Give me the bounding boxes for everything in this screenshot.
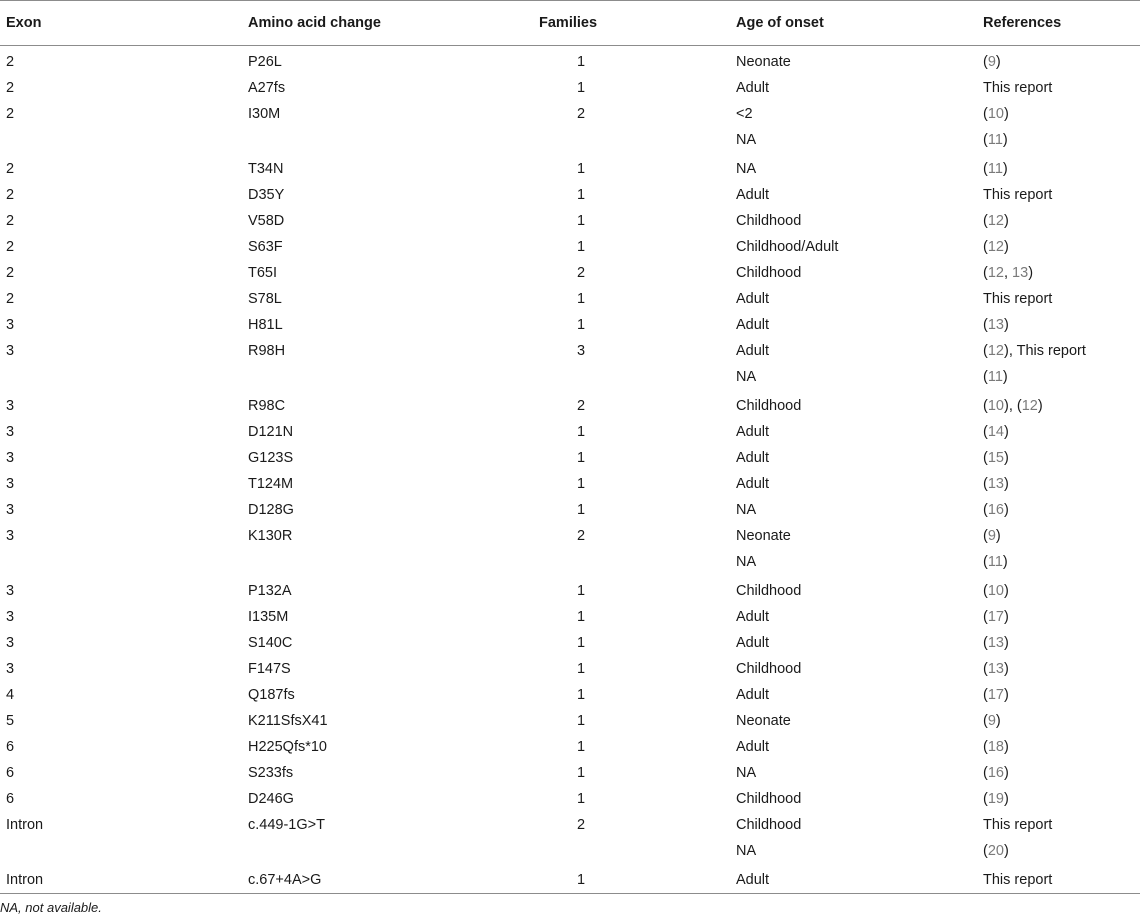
reference-text: ) [1028, 265, 1034, 281]
cell-age-of-onset [736, 523, 791, 575]
cell-amino-acid-change: H225Qfs*10 [248, 739, 327, 755]
reference-text: ( [983, 132, 988, 148]
cell-exon: 2 [6, 187, 15, 203]
reference-number: 16 [987, 765, 1004, 781]
table-row [0, 574, 1140, 600]
reference-text: ) [1003, 843, 1009, 859]
reference-text: ( [983, 609, 988, 625]
reference-line [983, 523, 1008, 549]
table-row [0, 152, 1140, 178]
age-line: Childhood [736, 583, 802, 599]
table-row [0, 808, 1140, 863]
reference-text: ) [1003, 583, 1009, 599]
cell-amino-acid-change: K211SfsX41 [248, 713, 328, 729]
age-line: Adult [736, 635, 770, 651]
reference-number: 16 [987, 502, 1004, 518]
reference-number: 10 [987, 106, 1004, 122]
age-line: NA [736, 843, 757, 859]
age-line: Neonate [736, 528, 791, 544]
cell-families: 3 [576, 343, 586, 359]
table-row [0, 230, 1140, 256]
reference-text: ( [983, 106, 988, 122]
table-body [0, 45, 1140, 889]
age-line: NA [736, 502, 757, 518]
reference-text: ) [995, 54, 1001, 70]
cell-amino-acid-change: D246G [248, 791, 294, 807]
age-line: Neonate [736, 713, 791, 729]
reference-number: 11 [987, 161, 1003, 177]
cell-exon: Intron [6, 872, 44, 888]
reference-text: ( [983, 161, 988, 177]
cell-amino-acid-change: D128G [248, 502, 294, 518]
age-line: Adult [736, 609, 770, 625]
cell-families: 1 [576, 765, 586, 781]
table-row [0, 282, 1140, 308]
cell-families: 1 [576, 161, 586, 177]
header-references: References [983, 15, 1062, 31]
table-row [0, 756, 1140, 782]
reference-text: ( [983, 265, 988, 281]
cell-references [983, 812, 1052, 864]
reference-text: ( [983, 765, 988, 781]
reference-text: ( [983, 713, 988, 729]
reference-number: 12 [987, 239, 1004, 255]
reference-text: ) [1003, 213, 1009, 229]
reference-text: ( [983, 843, 988, 859]
table-row [0, 178, 1140, 204]
cell-exon: 4 [6, 687, 15, 703]
table-row [0, 519, 1140, 574]
cell-families: 2 [576, 106, 586, 122]
reference-text: ), ( [1003, 398, 1022, 414]
cell-exon: 3 [6, 528, 15, 544]
cell-amino-acid-change: P132A [248, 583, 292, 599]
cell-exon: 3 [6, 583, 15, 599]
cell-exon: 2 [6, 291, 15, 307]
age-line: Childhood [736, 817, 802, 833]
age-line: NA [736, 161, 757, 177]
cell-families: 1 [576, 635, 586, 651]
table-row [0, 441, 1140, 467]
reference-line [983, 338, 1086, 364]
cell-amino-acid-change: Q187fs [248, 687, 295, 703]
cell-exon: 6 [6, 765, 15, 781]
cell-amino-acid-change: I30M [248, 106, 281, 122]
reference-number: 10 [987, 583, 1004, 599]
reference-number: 10 [987, 398, 1004, 414]
cell-exon: 5 [6, 713, 15, 729]
reference-number: 9 [987, 528, 996, 544]
age-line: Adult [736, 476, 770, 492]
reference-text: This report [983, 291, 1053, 307]
reference-number: 17 [987, 687, 1004, 703]
cell-amino-acid-change: S140C [248, 635, 293, 651]
reference-text: ( [983, 528, 988, 544]
reference-line [983, 127, 1009, 153]
reference-text: ) [1003, 635, 1009, 651]
cell-amino-acid-change: I135M [248, 609, 289, 625]
cell-exon: 2 [6, 161, 15, 177]
age-line: Childhood [736, 265, 802, 281]
age-line: NA [736, 132, 757, 148]
reference-text: ) [1003, 106, 1009, 122]
age-line: Adult [736, 450, 770, 466]
reference-number: 9 [987, 713, 996, 729]
cell-exon: 3 [6, 424, 15, 440]
age-line: Childhood/Adult [736, 239, 839, 255]
reference-text: ) [1003, 317, 1009, 333]
age-line: Adult [736, 343, 770, 359]
cell-amino-acid-change: R98C [248, 398, 286, 414]
cell-amino-acid-change: G123S [248, 450, 294, 466]
table-row [0, 863, 1140, 889]
cell-families: 1 [576, 291, 586, 307]
cell-families: 1 [576, 739, 586, 755]
header-amino-acid-change: Amino acid change [248, 15, 381, 31]
reference-text: ) [1003, 739, 1009, 755]
cell-exon: 3 [6, 450, 15, 466]
table-row [0, 600, 1140, 626]
cell-exon: 3 [6, 317, 15, 333]
reference-text: ( [983, 54, 988, 70]
cell-amino-acid-change: c.67+4A>G [248, 872, 322, 888]
cell-exon: 2 [6, 54, 15, 70]
cell-families: 1 [576, 187, 586, 203]
reference-number: 20 [987, 843, 1004, 859]
age-line: <2 [736, 106, 753, 122]
reference-text: ( [983, 791, 988, 807]
cell-amino-acid-change: D35Y [248, 187, 285, 203]
cell-exon: 3 [6, 635, 15, 651]
reference-text: ) [1002, 161, 1008, 177]
reference-line [983, 101, 1009, 127]
cell-families: 1 [576, 476, 586, 492]
cell-age-of-onset [736, 101, 756, 153]
reference-text: ) [995, 528, 1001, 544]
cell-families: 1 [576, 239, 586, 255]
cell-amino-acid-change: A27fs [248, 80, 286, 96]
reference-number: 12 [987, 213, 1004, 229]
reference-text: ( [983, 343, 988, 359]
reference-number: 11 [987, 369, 1003, 385]
cell-families: 2 [576, 817, 586, 833]
reference-text: ( [983, 739, 988, 755]
reference-text: ) [1003, 791, 1009, 807]
reference-number: 11 [987, 132, 1003, 148]
cell-families: 1 [576, 872, 586, 888]
reference-text: ) [1002, 554, 1008, 570]
age-line: Adult [736, 424, 770, 440]
cell-exon: 2 [6, 80, 15, 96]
reference-text: ( [983, 687, 988, 703]
cell-exon: 2 [6, 265, 15, 281]
reference-text: This report [983, 817, 1053, 833]
cell-families: 2 [576, 398, 586, 414]
table-row [0, 97, 1140, 152]
table-row [0, 204, 1140, 230]
cell-exon: 3 [6, 476, 15, 492]
cell-families: 1 [576, 317, 586, 333]
reference-text: ) [1003, 502, 1009, 518]
reference-text: This report [983, 187, 1053, 203]
cell-exon: 2 [6, 106, 15, 122]
reference-text: ) [1003, 476, 1009, 492]
age-line: Adult [736, 317, 770, 333]
table-row [0, 45, 1140, 71]
cell-exon: 2 [6, 213, 15, 229]
reference-text: ) [1037, 398, 1043, 414]
reference-text: ) [1003, 609, 1009, 625]
cell-amino-acid-change: P26L [248, 54, 282, 70]
cell-age-of-onset [736, 812, 801, 864]
reference-number: 17 [987, 609, 1004, 625]
reference-text: This report [983, 872, 1053, 888]
cell-amino-acid-change: R98H [248, 343, 286, 359]
age-line: Childhood [736, 398, 802, 414]
cell-amino-acid-change: T34N [248, 161, 284, 177]
table-row [0, 730, 1140, 756]
cell-exon: 3 [6, 609, 15, 625]
reference-text: ( [983, 661, 988, 677]
reference-text: ) [1002, 132, 1008, 148]
cell-exon: 6 [6, 739, 15, 755]
cell-families: 2 [576, 265, 586, 281]
reference-text: ( [983, 369, 988, 385]
cell-amino-acid-change: S78L [248, 291, 282, 307]
reference-number: 19 [987, 791, 1004, 807]
age-line: Adult [736, 291, 770, 307]
reference-text: ) [1003, 424, 1009, 440]
reference-number: 18 [987, 739, 1004, 755]
cell-references [983, 101, 1009, 153]
reference-text: ) [995, 713, 1001, 729]
table-row [0, 334, 1140, 389]
cell-exon: Intron [6, 817, 44, 833]
table-row [0, 71, 1140, 97]
table-row [0, 678, 1140, 704]
reference-text: ) [1003, 765, 1009, 781]
reference-number: 11 [987, 554, 1003, 570]
cell-amino-acid-change: H81L [248, 317, 283, 333]
cell-amino-acid-change: K130R [248, 528, 293, 544]
reference-number: 9 [987, 54, 996, 70]
cell-families: 2 [576, 528, 586, 544]
reference-line [983, 549, 1008, 575]
reference-text: ( [983, 583, 988, 599]
cell-families: 1 [576, 424, 586, 440]
table-footnote: NA, not available. [0, 900, 102, 915]
table-row [0, 493, 1140, 519]
table-row [0, 652, 1140, 678]
cell-references [983, 867, 1052, 893]
table-row [0, 467, 1140, 493]
table-row [0, 256, 1140, 282]
header-age-of-onset: Age of onset [736, 15, 824, 31]
reference-text: This report [983, 80, 1053, 96]
reference-text: ) [1003, 661, 1009, 677]
table-row [0, 415, 1140, 441]
cell-age-of-onset [736, 867, 769, 893]
reference-text: ) [1003, 687, 1009, 703]
cell-families: 1 [576, 713, 586, 729]
age-line: NA [736, 554, 757, 570]
table-row [0, 782, 1140, 808]
age-line: Adult [736, 739, 770, 755]
reference-text: ( [983, 476, 988, 492]
cell-families: 1 [576, 583, 586, 599]
cell-amino-acid-change: T124M [248, 476, 294, 492]
reference-text: ( [983, 502, 988, 518]
cell-references [983, 338, 1086, 390]
cell-families: 1 [576, 661, 586, 677]
cell-families: 1 [576, 213, 586, 229]
age-line: Childhood [736, 661, 802, 677]
age-line: Adult [736, 687, 770, 703]
reference-text: ( [983, 424, 988, 440]
reference-number: 12 [987, 265, 1004, 281]
cell-families: 1 [576, 609, 586, 625]
reference-number: 13 [987, 635, 1004, 651]
cell-amino-acid-change: S233fs [248, 765, 294, 781]
reference-text: , [1003, 265, 1013, 281]
cell-amino-acid-change: T65I [248, 265, 278, 281]
cell-exon: 3 [6, 502, 15, 518]
cell-exon: 6 [6, 791, 15, 807]
cell-amino-acid-change: D121N [248, 424, 294, 440]
age-line: NA [736, 369, 757, 385]
cell-amino-acid-change: F147S [248, 661, 291, 677]
reference-number: 13 [987, 317, 1004, 333]
table-bottom-rule [0, 893, 1140, 894]
reference-number: 13 [987, 661, 1004, 677]
cell-amino-acid-change: c.449-1G>T [248, 817, 325, 833]
reference-number: 12 [987, 343, 1004, 359]
reference-text: ( [983, 317, 988, 333]
cell-exon: 3 [6, 343, 15, 359]
cell-exon: 2 [6, 239, 15, 255]
reference-line [983, 812, 1052, 838]
header-exon: Exon [6, 15, 42, 31]
reference-text: ) [1002, 369, 1008, 385]
age-line: Adult [736, 80, 770, 96]
age-line: Neonate [736, 54, 791, 70]
cell-exon: 3 [6, 661, 15, 677]
age-line: Adult [736, 872, 770, 888]
age-line: Adult [736, 187, 770, 203]
reference-line [983, 867, 1052, 893]
reference-text: ) [1003, 450, 1009, 466]
cell-families: 1 [576, 54, 586, 70]
reference-text: ( [983, 554, 988, 570]
header-families: Families [539, 15, 598, 31]
age-line: NA [736, 765, 757, 781]
age-line: Childhood [736, 213, 802, 229]
reference-number: 13 [1012, 265, 1029, 281]
table-row [0, 389, 1140, 415]
reference-text: ( [983, 213, 988, 229]
cell-exon: 3 [6, 398, 15, 414]
cell-families: 1 [576, 502, 586, 518]
cell-families: 1 [576, 687, 586, 703]
reference-number: 14 [987, 424, 1004, 440]
cell-age-of-onset [736, 338, 769, 390]
reference-number: 15 [987, 450, 1004, 466]
cell-families: 1 [576, 80, 586, 96]
reference-text: ) [1003, 239, 1009, 255]
reference-number: 13 [987, 476, 1004, 492]
table-header-row [0, 0, 1140, 45]
reference-line [983, 838, 1052, 864]
age-line: Childhood [736, 791, 802, 807]
table-row [0, 704, 1140, 730]
cell-references [983, 523, 1008, 575]
cell-families: 1 [576, 450, 586, 466]
reference-number: 12 [1021, 398, 1038, 414]
reference-text: ( [983, 450, 988, 466]
reference-line [983, 364, 1086, 390]
reference-text: ( [983, 635, 988, 651]
cell-families: 1 [576, 791, 586, 807]
table-row [0, 308, 1140, 334]
cell-amino-acid-change: S63F [248, 239, 283, 255]
table-row [0, 626, 1140, 652]
reference-text: ( [983, 239, 988, 255]
reference-text: ( [983, 398, 988, 414]
reference-text: ), This report [1003, 343, 1086, 359]
cell-amino-acid-change: V58D [248, 213, 285, 229]
